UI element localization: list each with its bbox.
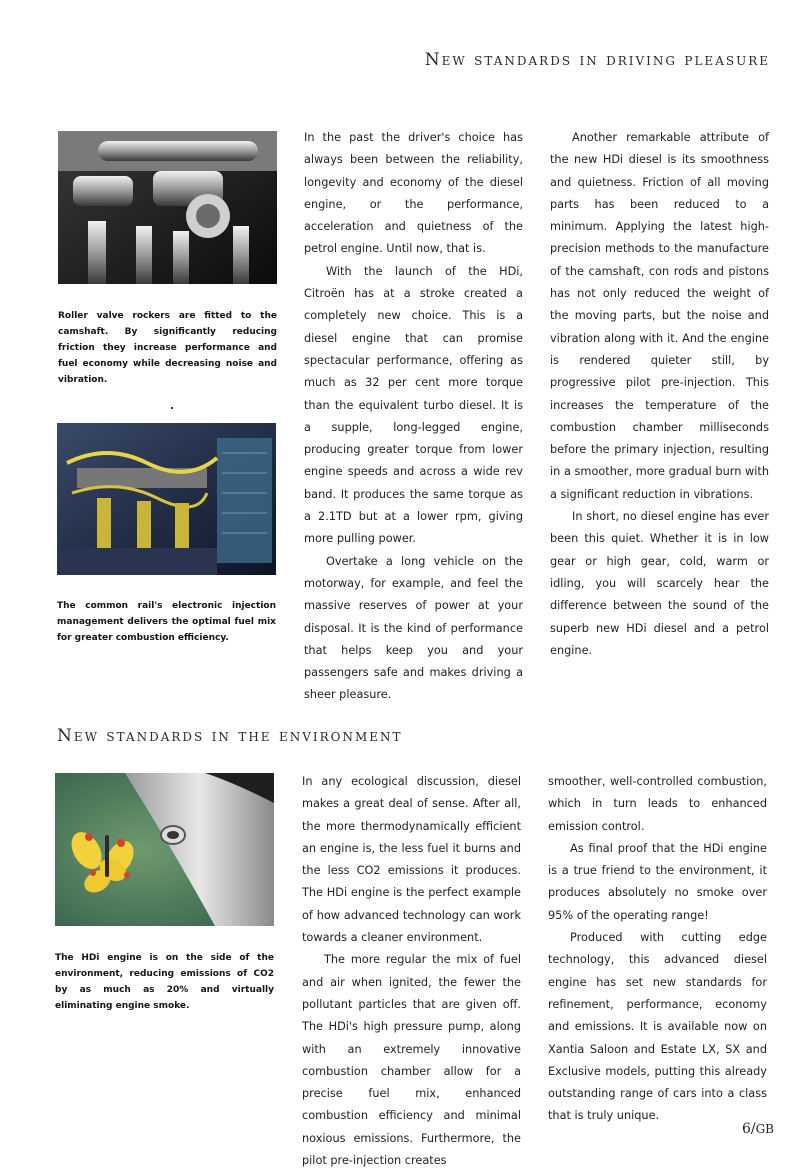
- environment-text-column-1: [302, 771, 521, 1172]
- paragraph: Another remarkable attribute of the new HDi diesel is its smoothness and quietness. Friction of all moving parts has been reduced to a minimum. Applying the latest high-precision methods to the manufacture of the camshaft, con rods and pistons has not only reduced the weight of the moving parts, but the noise and vibration along with it. And the engine is rendered quieter still, by progressive pilot pre-injection. This increases the temperature of the combustion chamber milliseconds before the primary injection, resulting in a smoother, more gradual burn with a significant reduction in vibrations.: [550, 131, 769, 501]
- paragraph: With the launch of the HDi, Citroën has at a stroke created a completely new choice. This is a diesel engine that can promise spectacular performance, offering as much as 32 per cent more torque than the equivalent turbo diesel. It is a supple, long-legged engine, producing greater torque from lower engine speeds and across a wide rev band. It produces the same torque as a 2.1TD but at a lower rpm, giving more pulling power.: [304, 264, 523, 546]
- page-number: [742, 1121, 774, 1137]
- paragraph: The more regular the mix of fuel and air when ignited, the fewer the pollutant particles that are given off. The HDi's high pressure pump, along with an extremely innovative combustion chamber allow for a precise fuel mix, enhanced combustion efficiency and minimal noxious emissions. Furthermore, the pilot pre-injection creates: [302, 953, 521, 1168]
- paragraph: As final proof that the HDi engine is a true friend to the environment, it produces absolutely no smoke over 95% of the operating range!: [548, 841, 767, 922]
- common-rail-photo: [57, 423, 276, 575]
- paragraph: Overtake a long vehicle on the motorway, for example, and feel the massive reserves of power at your disposal. It is the kind of performance that helps keep you and your passengers safe and makes driving a sheer pleasure.: [304, 554, 523, 702]
- paragraph: In any ecological discussion, diesel makes a great deal of sense. After all, the more thermodynamically efficient an engine is, the less fuel it burns and the less CO2 emissions it produces. The HDi engine is the perfect example of how advanced technology can work towards a cleaner environment.: [302, 775, 521, 945]
- page-number-value: 6/: [741, 1121, 756, 1137]
- driving-text-column-1: [304, 127, 523, 707]
- section-heading-driving-pleasure: New standards in driving pleasure: [424, 50, 770, 70]
- paragraph: Produced with cutting edge technology, this advanced diesel engine has set new standards for refinement, performance, economy and emissions. It is available now on Xantia Saloon and Estate LX, SX and Exclusive models, putting this already outstanding range of cars into a class that is truly unique.: [548, 931, 767, 1123]
- paragraph: In short, no diesel engine has ever been this quiet. Whether it is in low gear or high gear, cold, warm or idling, you will scarcely hear the difference between the sound of the superb new HDi diesel and a petrol engine.: [550, 510, 769, 657]
- environment-caption: The HDi engine is on the side of the environment, reducing emissions of CO2 by as much as 20% and virtually eliminating engine smoke.: [55, 953, 274, 1011]
- camshaft-photo: [58, 131, 277, 284]
- paragraph: In the past the driver's choice has always been between the reliability, longevity and economy of the diesel engine, or the performance, acceleration and quietness of the petrol engine. Until now, that is.: [304, 131, 523, 256]
- page-number-suffix: GB: [755, 1122, 774, 1136]
- section-heading-environment: New standards in the environment: [57, 726, 403, 746]
- environment-text-column-2: [548, 771, 767, 1128]
- paragraph: smoother, well-controlled combustion, which in turn leads to enhanced emission control.: [548, 775, 767, 833]
- stray-dot: [171, 407, 173, 409]
- driving-text-column-2: [550, 127, 769, 662]
- camshaft-caption: Roller valve rockers are fitted to the camshaft. By significantly reducing friction they increase performance and fuel economy while decreasing noise and vibration.: [58, 311, 277, 385]
- butterfly-exhaust-photo: [55, 773, 274, 926]
- common-rail-caption: The common rail's electronic injection management delivers the optimal fuel mix for greater combustion efficiency.: [57, 601, 276, 643]
